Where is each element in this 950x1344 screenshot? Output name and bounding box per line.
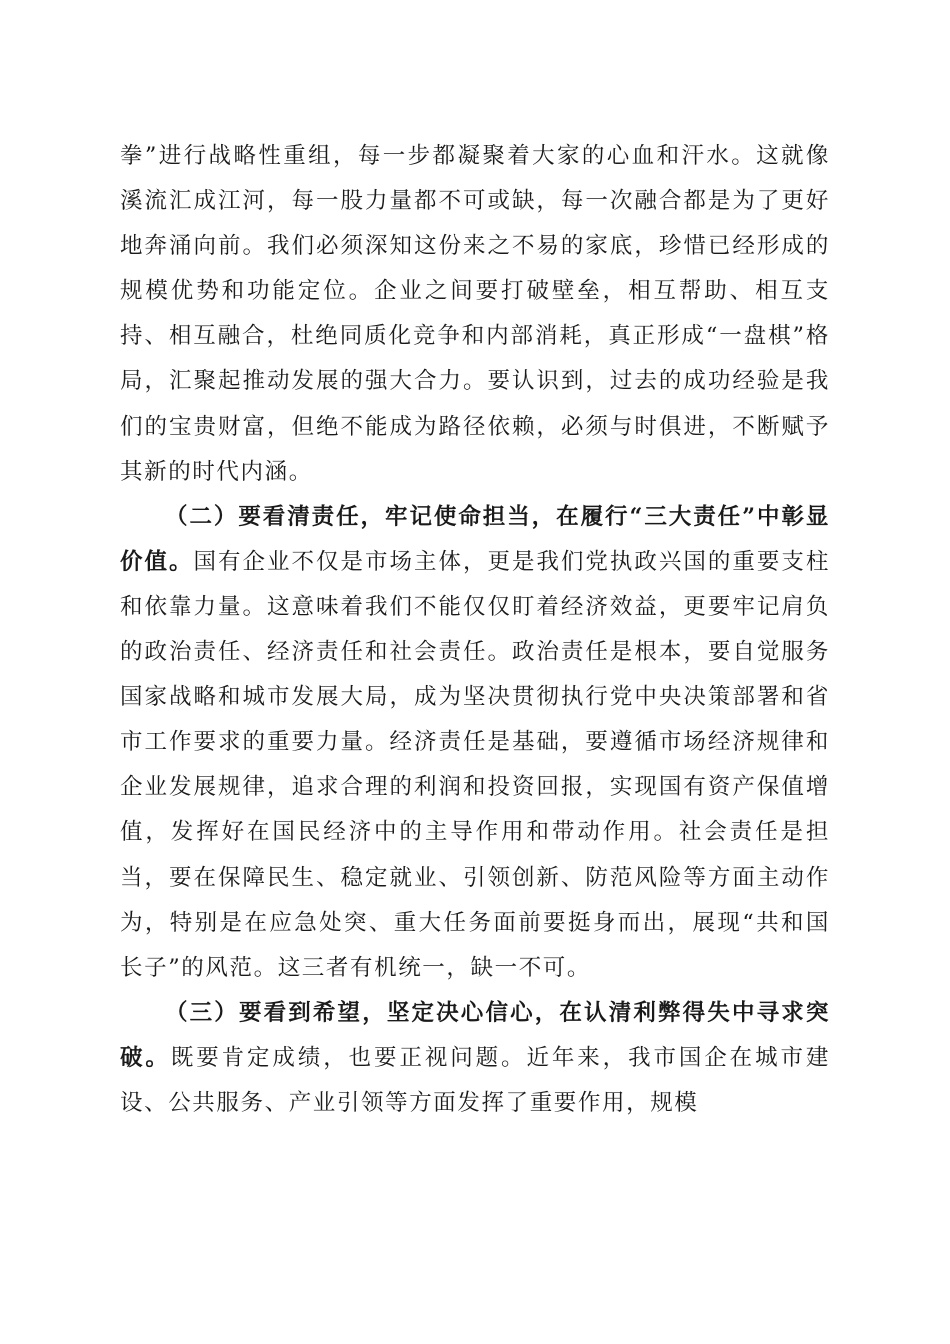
document-body: [120, 134, 830, 1126]
section-3-body: 既要肯定成绩，也要正视问题。近年来，我市国企在城市建设、公共服务、产业引领等方面发挥了重要作用，规模: [120, 1044, 830, 1116]
section-3-heading: （三）要看到希望，坚定决心信心，在认清利弊得失中寻求突破。: [120, 999, 830, 1071]
section-2-body: 国有企业不仅是市场主体，更是我们党执政兴国的重要支柱和依靠力量。这意味着我们不能仅仅盯着经济效益，更要牢记肩负的政治责任、经济责任和社会责任。政治责任是根本，要自觉服务国家战略和城市发展大局，成为坚决贯彻执行党中央决策部署和省市工作要求的重要力量。经济责任是基础，要遵循市场经济规律和企业发展规律，追求合理的利润和投资回报，实现国有资产保值增值，发挥好在国民经济中的主导作用和带动作用。社会责任是担当，要在保障民生、稳定就业、引领创新、防范风险等方面主动作为，特别是在应急处突、重大任务面前要挺身而出，展现“共和国长子”的风范。这三者有机统一，缺一不可。: [120, 548, 830, 981]
paragraph-1: 拳”进行战略性重组，每一步都凝聚着大家的心血和汗水。这就像溪流汇成江河，每一股力量都不可或缺，每一次融合都是为了更好地奔涌向前。我们必须深知这份来之不易的家底，珍惜已经形成的规模优势和功能定位。企业之间要打破壁垒，相互帮助、相互支持、相互融合，杜绝同质化竞争和内部消耗，真正形成“一盘棋”格局，汇聚起推动发展的强大合力。要认识到，过去的成功经验是我们的宝贵财富，但绝不能成为路径依赖，必须与时俱进，不断赋予其新的时代内涵。: [120, 143, 830, 485]
paragraph-section-3: [120, 991, 830, 1126]
section-2-heading: （二）要看清责任，牢记使命担当，在履行“三大责任”中彰显价值。: [120, 503, 830, 575]
paragraph-section-2: [120, 495, 830, 991]
